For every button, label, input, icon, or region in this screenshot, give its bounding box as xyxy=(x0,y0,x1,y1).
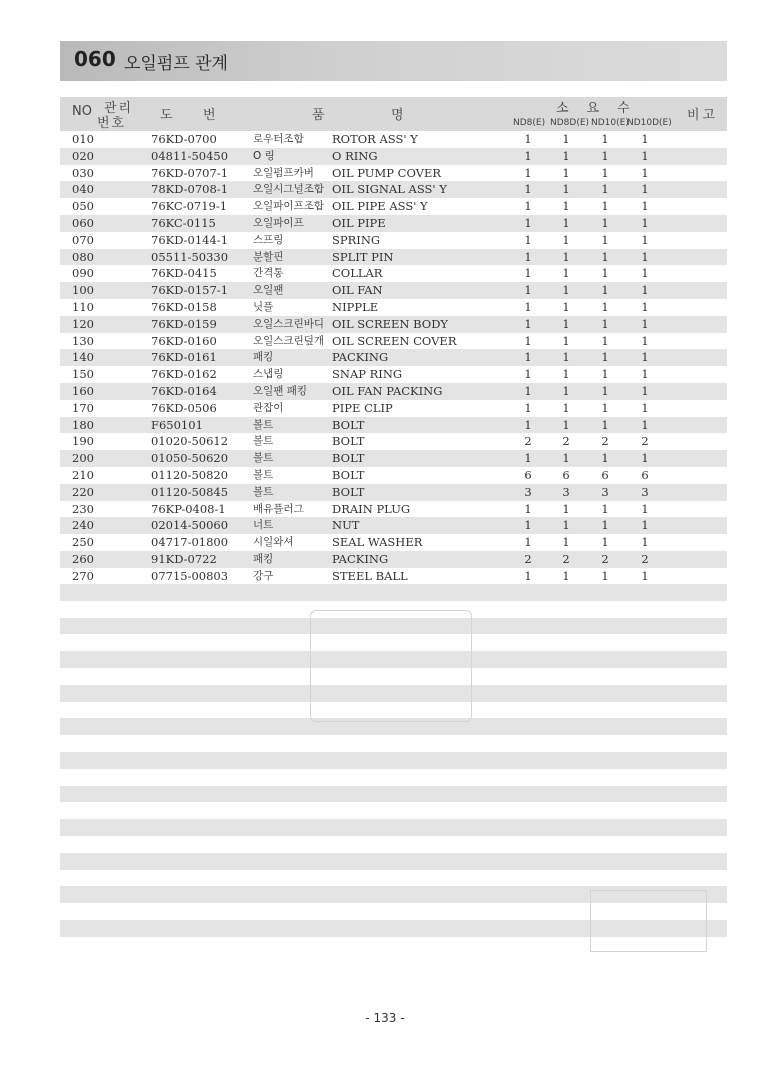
row-name-en: OIL PUMP COVER xyxy=(332,165,442,180)
row-name-kr: 볼트 xyxy=(253,418,274,431)
row-qty-nd8e: 1 xyxy=(524,232,532,247)
row-qty-nd10de: 1 xyxy=(641,232,649,247)
row-qty-nd8de: 1 xyxy=(562,501,570,516)
table-row xyxy=(60,249,727,266)
row-qty-nd10de: 1 xyxy=(641,299,649,314)
row-qty-nd8de: 1 xyxy=(562,232,570,247)
row-qty-nd8e: 1 xyxy=(524,333,532,348)
row-qty-nd10e: 2 xyxy=(601,434,609,449)
row-part-no: 76KD-0162 xyxy=(151,367,217,382)
row-name-en: COLLAR xyxy=(332,266,383,281)
header-mgmt-line2: 번호 xyxy=(97,116,127,131)
row-name-kr: 간격통 xyxy=(253,267,284,280)
row-no: 250 xyxy=(72,535,94,550)
table-row xyxy=(60,400,727,417)
row-name-en: OIL PIPE xyxy=(332,215,386,230)
row-qty-nd10de: 1 xyxy=(641,568,649,583)
row-name-en: OIL SCREEN COVER xyxy=(332,333,457,348)
row-qty-nd10e: 1 xyxy=(601,165,609,180)
table-header xyxy=(60,97,727,131)
row-name-en: PACKING xyxy=(332,551,389,566)
row-qty-nd10e: 1 xyxy=(601,568,609,583)
row-name-kr: 오일스크린바디 xyxy=(253,317,325,330)
row-qty-nd8de: 1 xyxy=(562,400,570,415)
row-no: 230 xyxy=(72,501,94,516)
table-row xyxy=(60,282,727,299)
row-no: 140 xyxy=(72,350,94,365)
row-qty-nd8de: 1 xyxy=(562,132,570,146)
row-qty-nd10de: 1 xyxy=(641,518,649,533)
row-name-en: ROTOR ASS' Y xyxy=(332,132,418,146)
row-name-kr: 패킹 xyxy=(253,552,274,565)
row-qty-nd10e: 6 xyxy=(601,467,609,482)
table-row xyxy=(60,131,727,148)
row-name-kr: 오일팬 xyxy=(253,284,284,297)
table-row xyxy=(60,349,727,366)
header-mgmt-line1: 관리 xyxy=(104,101,134,116)
row-qty-nd10de: 1 xyxy=(641,350,649,365)
row-no: 210 xyxy=(72,467,94,482)
row-qty-nd8e: 1 xyxy=(524,568,532,583)
row-no: 200 xyxy=(72,451,94,466)
row-no: 050 xyxy=(72,199,94,214)
row-qty-nd8de: 1 xyxy=(562,518,570,533)
header-model-nd8de: ND8D(E) xyxy=(550,118,590,128)
row-qty-nd8e: 1 xyxy=(524,215,532,230)
row-no: 030 xyxy=(72,165,94,180)
row-qty-nd10de: 3 xyxy=(641,484,649,499)
row-qty-nd10e: 1 xyxy=(601,451,609,466)
row-qty-nd10de: 1 xyxy=(641,266,649,281)
row-name-en: OIL SCREEN BODY xyxy=(332,316,449,331)
row-qty-nd8e: 1 xyxy=(524,367,532,382)
row-name-en: SEAL WASHER xyxy=(332,535,423,550)
row-qty-nd10e: 1 xyxy=(601,367,609,382)
row-name-kr: 분할핀 xyxy=(253,250,284,263)
row-name-kr: 스프링 xyxy=(253,233,284,246)
row-part-no: 76KP-0408-1 xyxy=(151,501,226,516)
header-model-nd10de: ND10D(E) xyxy=(627,118,672,128)
row-part-no: 78KD-0708-1 xyxy=(151,182,229,197)
table-row xyxy=(60,366,727,383)
row-name-kr: 관잡이 xyxy=(253,401,284,414)
row-qty-nd10de: 1 xyxy=(641,417,649,432)
row-qty-nd8e: 2 xyxy=(524,551,532,566)
header-name-1: 품 xyxy=(312,108,325,123)
row-qty-nd8e: 1 xyxy=(524,316,532,331)
row-qty-nd8de: 1 xyxy=(562,350,570,365)
table-row xyxy=(60,551,727,568)
row-qty-nd8e: 1 xyxy=(524,148,532,163)
row-no: 080 xyxy=(72,249,94,264)
row-qty-nd10de: 1 xyxy=(641,215,649,230)
row-name-en: BOLT xyxy=(332,451,365,466)
row-name-en: STEEL BALL xyxy=(332,568,408,583)
row-qty-nd10e: 1 xyxy=(601,535,609,550)
row-name-kr: O 링 xyxy=(253,149,275,162)
row-qty-nd10de: 1 xyxy=(641,400,649,415)
row-qty-nd10e: 1 xyxy=(601,249,609,264)
row-qty-nd10e: 1 xyxy=(601,383,609,398)
row-no: 060 xyxy=(72,215,94,230)
row-name-kr: 배유플러그 xyxy=(253,502,304,515)
row-no: 120 xyxy=(72,316,94,331)
row-part-no: 76KD-0144-1 xyxy=(151,232,229,247)
row-qty-nd8e: 1 xyxy=(524,182,532,197)
table-row xyxy=(60,501,727,518)
row-part-no: 76KD-0700 xyxy=(151,132,217,146)
row-no: 020 xyxy=(72,148,94,163)
row-part-no: 01020-50612 xyxy=(151,434,229,449)
row-qty-nd10de: 1 xyxy=(641,535,649,550)
table-row xyxy=(60,534,727,551)
row-part-no: 76KD-0158 xyxy=(151,299,217,314)
row-name-en: NIPPLE xyxy=(332,299,379,314)
row-no: 270 xyxy=(72,568,94,583)
row-qty-nd8de: 1 xyxy=(562,148,570,163)
row-part-no: 04811-50450 xyxy=(151,148,229,163)
row-no: 220 xyxy=(72,484,94,499)
row-qty-nd8e: 1 xyxy=(524,383,532,398)
row-part-no: 01050-50620 xyxy=(151,451,229,466)
row-qty-nd10e: 1 xyxy=(601,333,609,348)
row-part-no: 76KD-0157-1 xyxy=(151,283,229,298)
header-model-nd8e: ND8(E) xyxy=(513,118,546,128)
row-name-en: PIPE CLIP xyxy=(332,400,393,415)
row-part-no: F650101 xyxy=(151,417,203,432)
row-part-no: 76KD-0506 xyxy=(151,400,217,415)
row-qty-nd8de: 6 xyxy=(562,467,570,482)
row-qty-nd8de: 1 xyxy=(562,199,570,214)
row-qty-nd10de: 1 xyxy=(641,132,649,146)
row-name-en: OIL FAN xyxy=(332,283,383,298)
header-remarks: 비고 xyxy=(687,108,719,123)
row-qty-nd10e: 1 xyxy=(601,199,609,214)
row-qty-nd8de: 2 xyxy=(562,551,570,566)
section-title: 오일펌프 관계 xyxy=(124,54,228,74)
row-qty-nd10e: 1 xyxy=(601,299,609,314)
row-part-no: 76KD-0159 xyxy=(151,316,217,331)
row-no: 240 xyxy=(72,518,94,533)
row-part-no: 76KC-0115 xyxy=(151,215,216,230)
row-qty-nd10e: 1 xyxy=(601,501,609,516)
table-row xyxy=(60,517,727,534)
row-name-kr: 로우터조합 xyxy=(253,133,304,145)
row-qty-nd10e: 3 xyxy=(601,484,609,499)
row-qty-nd10e: 1 xyxy=(601,182,609,197)
row-name-kr: 오일파이프 xyxy=(253,216,304,229)
row-name-en: BOLT xyxy=(332,417,365,432)
row-no: 040 xyxy=(72,182,94,197)
row-qty-nd8e: 1 xyxy=(524,518,532,533)
row-name-kr: 오일스크린덮개 xyxy=(253,334,325,347)
row-qty-nd8de: 1 xyxy=(562,333,570,348)
row-qty-nd8e: 1 xyxy=(524,165,532,180)
table-row xyxy=(60,198,727,215)
row-qty-nd8de: 3 xyxy=(562,484,570,499)
faint-diagram-shape xyxy=(310,610,472,722)
row-name-en: SPLIT PIN xyxy=(332,249,394,264)
row-qty-nd10e: 1 xyxy=(601,148,609,163)
row-qty-nd8de: 2 xyxy=(562,434,570,449)
row-qty-nd10de: 1 xyxy=(641,165,649,180)
row-qty-nd8e: 1 xyxy=(524,350,532,365)
row-no: 160 xyxy=(72,383,94,398)
row-qty-nd8e: 1 xyxy=(524,417,532,432)
table-row xyxy=(60,232,727,249)
table-row xyxy=(60,433,727,450)
table-row xyxy=(60,417,727,434)
row-part-no: 91KD-0722 xyxy=(151,551,217,566)
faint-diagram-box xyxy=(590,890,707,952)
row-name-en: DRAIN PLUG xyxy=(332,501,411,516)
row-qty-nd8de: 1 xyxy=(562,568,570,583)
row-part-no: 76KD-0161 xyxy=(151,350,217,365)
row-qty-nd10e: 1 xyxy=(601,400,609,415)
table-row xyxy=(60,450,727,467)
row-qty-nd8de: 1 xyxy=(562,367,570,382)
header-part-no-1: 도 xyxy=(160,108,173,123)
row-name-en: BOLT xyxy=(332,467,365,482)
row-part-no: 76KD-0707-1 xyxy=(151,165,229,180)
row-part-no: 76KD-0164 xyxy=(151,383,217,398)
row-qty-nd8e: 1 xyxy=(524,400,532,415)
section-code: 060 xyxy=(74,47,116,71)
row-no: 010 xyxy=(72,132,94,146)
row-qty-nd10de: 1 xyxy=(641,501,649,516)
row-name-en: SNAP RING xyxy=(332,367,403,382)
row-qty-nd8de: 1 xyxy=(562,182,570,197)
row-part-no: 05511-50330 xyxy=(151,249,229,264)
row-name-en: O RING xyxy=(332,148,378,163)
row-qty-nd8de: 1 xyxy=(562,383,570,398)
row-qty-nd8de: 1 xyxy=(562,249,570,264)
table-row xyxy=(60,265,727,282)
row-qty-nd10e: 1 xyxy=(601,215,609,230)
table-row xyxy=(60,299,727,316)
row-qty-nd8e: 1 xyxy=(524,249,532,264)
row-name-en: SPRING xyxy=(332,232,381,247)
section-header xyxy=(60,41,727,81)
table-row xyxy=(60,148,727,165)
row-qty-nd8e: 1 xyxy=(524,535,532,550)
row-no: 190 xyxy=(72,434,94,449)
row-no: 130 xyxy=(72,333,94,348)
row-name-en: NUT xyxy=(332,518,360,533)
row-qty-nd8de: 1 xyxy=(562,417,570,432)
row-name-kr: 볼트 xyxy=(253,452,274,465)
header-no: NO xyxy=(72,104,92,119)
row-qty-nd10de: 1 xyxy=(641,182,649,197)
row-qty-nd10de: 2 xyxy=(641,434,649,449)
table-row xyxy=(60,383,727,400)
row-qty-nd10de: 2 xyxy=(641,551,649,566)
row-name-kr: 패킹 xyxy=(253,351,274,364)
row-name-kr: 볼트 xyxy=(253,485,274,498)
row-qty-nd8de: 1 xyxy=(562,215,570,230)
row-qty-nd8de: 1 xyxy=(562,451,570,466)
row-name-kr: 시일와셔 xyxy=(253,536,294,549)
row-no: 180 xyxy=(72,417,94,432)
row-qty-nd10e: 2 xyxy=(601,551,609,566)
row-qty-nd10de: 1 xyxy=(641,316,649,331)
row-qty-nd8e: 1 xyxy=(524,451,532,466)
row-name-kr: 볼트 xyxy=(253,468,274,481)
row-name-kr: 볼트 xyxy=(253,435,274,448)
row-qty-nd8e: 2 xyxy=(524,434,532,449)
row-qty-nd8de: 1 xyxy=(562,283,570,298)
header-model-nd10e: ND10(E) xyxy=(591,118,629,128)
row-qty-nd8e: 1 xyxy=(524,199,532,214)
row-qty-nd10de: 1 xyxy=(641,451,649,466)
row-name-kr: 닛플 xyxy=(253,300,274,313)
header-part-no-2: 번 xyxy=(203,108,216,123)
row-qty-nd10de: 1 xyxy=(641,367,649,382)
row-qty-nd10de: 1 xyxy=(641,148,649,163)
row-part-no: 76KC-0719-1 xyxy=(151,199,228,214)
row-qty-nd10e: 1 xyxy=(601,266,609,281)
row-name-kr: 스냅링 xyxy=(253,368,284,381)
table-row xyxy=(60,215,727,232)
row-qty-nd10e: 1 xyxy=(601,518,609,533)
row-qty-nd8de: 1 xyxy=(562,299,570,314)
row-qty-nd10de: 1 xyxy=(641,199,649,214)
table-row xyxy=(60,484,727,501)
header-required: 소요수 xyxy=(556,101,648,116)
row-name-en: OIL PIPE ASS' Y xyxy=(332,199,428,214)
row-no: 170 xyxy=(72,400,94,415)
row-no: 260 xyxy=(72,551,94,566)
row-qty-nd8e: 1 xyxy=(524,299,532,314)
row-part-no: 76KD-0160 xyxy=(151,333,217,348)
table-row xyxy=(60,181,727,198)
table-row xyxy=(60,467,727,484)
row-qty-nd10e: 1 xyxy=(601,232,609,247)
row-qty-nd10de: 1 xyxy=(641,283,649,298)
page-number: - 133 - xyxy=(365,1011,405,1025)
row-name-kr: 오일팬 패킹 xyxy=(253,384,308,397)
row-qty-nd8e: 1 xyxy=(524,283,532,298)
row-no: 070 xyxy=(72,232,94,247)
table-row xyxy=(60,333,727,350)
row-qty-nd10e: 1 xyxy=(601,316,609,331)
row-no: 090 xyxy=(72,266,94,281)
row-name-kr: 오일시그널조합 xyxy=(253,183,325,196)
row-qty-nd8e: 6 xyxy=(524,467,532,482)
row-qty-nd10e: 1 xyxy=(601,283,609,298)
table-row xyxy=(60,316,727,333)
row-no: 110 xyxy=(72,299,94,314)
row-qty-nd8e: 1 xyxy=(524,501,532,516)
table-row xyxy=(60,165,727,182)
row-qty-nd8de: 1 xyxy=(562,165,570,180)
row-part-no: 76KD-0415 xyxy=(151,266,217,281)
row-qty-nd10de: 1 xyxy=(641,383,649,398)
row-name-en: OIL SIGNAL ASS' Y xyxy=(332,182,447,197)
row-name-kr: 오일파이프조합 xyxy=(253,200,325,213)
row-qty-nd8e: 1 xyxy=(524,132,532,146)
row-part-no: 01120-50820 xyxy=(151,467,229,482)
row-qty-nd10e: 1 xyxy=(601,350,609,365)
row-qty-nd10de: 1 xyxy=(641,333,649,348)
row-qty-nd8e: 3 xyxy=(524,484,532,499)
row-name-en: OIL FAN PACKING xyxy=(332,383,443,398)
row-part-no: 01120-50845 xyxy=(151,484,229,499)
row-name-en: BOLT xyxy=(332,434,365,449)
row-no: 150 xyxy=(72,367,94,382)
row-name-en: BOLT xyxy=(332,484,365,499)
row-name-kr: 너트 xyxy=(253,519,274,532)
row-qty-nd8de: 1 xyxy=(562,266,570,281)
row-part-no: 02014-50060 xyxy=(151,518,229,533)
table-row xyxy=(60,568,727,585)
row-no: 100 xyxy=(72,283,94,298)
parts-table xyxy=(60,131,727,585)
row-qty-nd8de: 1 xyxy=(562,316,570,331)
row-qty-nd8de: 1 xyxy=(562,535,570,550)
row-part-no: 07715-00803 xyxy=(151,568,229,583)
row-name-kr: 오일펌프카버 xyxy=(253,166,314,179)
row-qty-nd10de: 1 xyxy=(641,249,649,264)
row-qty-nd10e: 1 xyxy=(601,132,609,146)
row-qty-nd10de: 6 xyxy=(641,467,649,482)
row-qty-nd8e: 1 xyxy=(524,266,532,281)
row-qty-nd10e: 1 xyxy=(601,417,609,432)
row-name-kr: 강구 xyxy=(253,569,274,582)
row-name-en: PACKING xyxy=(332,350,389,365)
row-part-no: 04717-01800 xyxy=(151,535,229,550)
header-name-2: 명 xyxy=(391,108,404,123)
